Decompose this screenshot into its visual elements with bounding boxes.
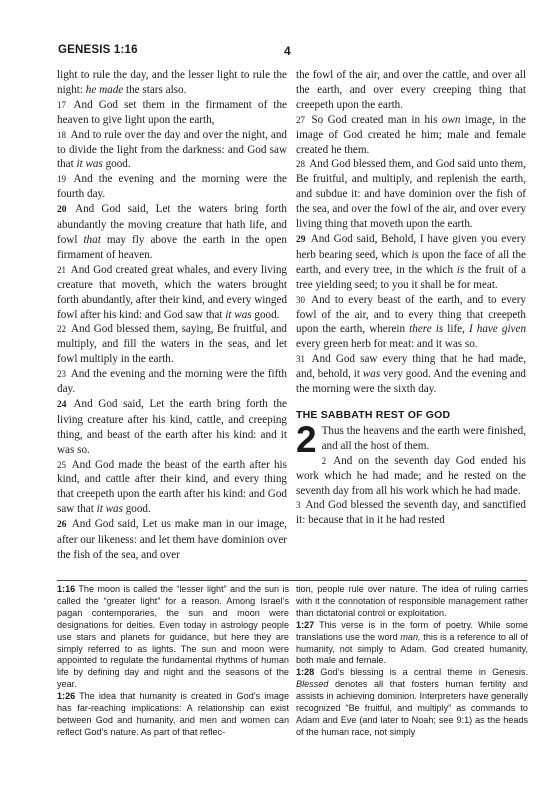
verse <box>57 397 287 458</box>
verse-number: 22 <box>57 324 66 335</box>
verse-text: And the evening and the morning were the fourth day. <box>57 173 288 201</box>
verse-number: 24 <box>57 399 67 410</box>
verse <box>296 113 526 158</box>
italic-supplied-word: is <box>411 248 419 261</box>
verse <box>57 202 287 263</box>
italic-supplied-word: was <box>362 368 381 381</box>
verse <box>57 128 287 173</box>
verse <box>57 172 287 202</box>
note-italic: man, <box>400 631 421 642</box>
verse-text: And God made the beast of the earth after his kind, and cattle after their kind, and every thing that creepeth upon the earth after his kind: and God saw that <box>57 458 287 516</box>
verse-text: every green herb for meat: and it was so. <box>296 338 478 351</box>
verse <box>57 367 287 397</box>
verse-number: 18 <box>57 129 66 140</box>
verse <box>57 68 287 98</box>
verse-number: 25 <box>57 459 66 470</box>
scripture-column-left <box>57 68 287 563</box>
verse-group <box>296 68 526 397</box>
study-note <box>57 584 289 691</box>
verse-text: good. <box>251 308 280 321</box>
verse-number: 31 <box>296 354 305 365</box>
note-text: this is a reference to all of humanity, not simply to Adam. God created humanity, both male and female. <box>296 631 528 666</box>
chapter-opening <box>296 418 526 460</box>
verse-text: light to rule the day, and the lesser light to rule the night: <box>57 69 287 96</box>
verse-number: 30 <box>296 294 305 305</box>
page-number: 4 <box>284 44 291 58</box>
verse-text: And God said, Let the waters bring forth abundantly the moving creature that hath life, and fowl <box>57 203 288 246</box>
verse-text: And God saw every thing that he had made, and, behold, it <box>296 353 527 381</box>
study-notes-left <box>57 584 289 739</box>
verse-text: And the evening and the morning were the fifth day. <box>57 368 287 396</box>
verse-text: And God created great whales, and every living creature that moveth, which the waters brought forth abundantly, after their kind, and every winged fowl after his kind: and God saw that <box>57 263 287 321</box>
study-note <box>296 620 528 668</box>
verse-text: And to rule over the day and over the night, and to divide the light from the darkness: and God saw that <box>57 128 288 171</box>
verse <box>296 157 526 232</box>
note-text: The moon is called the “lesser light” and the sun is called the “greater light” for a reason. Among Israel’s pagan contemporaries, the sun and moon were designations for deities. Even today in astrology people use stars and planets for guidance, but here they are simply referred to as lights. The sun and moon were appointed to regulate the fundamental rhythms of human life by defining day and night and the seasons of the year. <box>57 584 289 690</box>
verse-number: 27 <box>296 114 305 125</box>
verse-number: 20 <box>57 205 67 216</box>
verse-text: the stars also. <box>123 83 187 96</box>
study-notes-right <box>296 584 528 739</box>
verse-text: So God created man in his <box>311 113 442 126</box>
verse-text: And God said, Let the earth bring forth the living creature after his kind, cattle, and creeping thing, and beast of the earth after his kind: and it was so. <box>57 397 287 456</box>
verse <box>57 517 287 563</box>
verse-text: And to every beast of the earth, and to every fowl of the air, and to every thing that creepeth upon the earth, wherein <box>296 293 527 336</box>
italic-supplied-word: it was <box>76 158 103 171</box>
note-reference: 1:27 <box>296 619 315 630</box>
verse-number: 2 <box>321 455 327 466</box>
verse-text: good. <box>102 158 131 171</box>
verse-number: 26 <box>57 520 67 531</box>
italic-supplied-word: own <box>441 113 461 126</box>
verse-group <box>296 454 526 529</box>
verse <box>296 68 526 113</box>
verse <box>296 498 526 528</box>
verse-text: And God blessed them, and God said unto them, Be fruitful, and multiply, and replenish the earth, and subdue it: and have dominion over the fish of the sea, and over the fowl of the air, and over every living thing that moveth upon the earth. <box>296 158 526 231</box>
verse <box>296 352 526 397</box>
verse-text: And God said, Behold, I have given you every herb bearing seed, which <box>296 232 527 261</box>
verse-number: 21 <box>57 264 66 275</box>
verse-text: And God set them in the firmament of the heaven to give light upon the earth, <box>57 98 287 126</box>
chapter-number: 2 <box>296 418 317 460</box>
study-note <box>296 584 528 620</box>
italic-supplied-word: is <box>456 263 465 276</box>
study-note <box>296 667 528 738</box>
note-text: God’s blessing is a central theme in Genesis. <box>314 667 528 678</box>
verse-text: life, <box>443 323 469 336</box>
verse-text: And God blessed the seventh day, and sanctified it: because that in it he had rested <box>296 499 527 527</box>
verse <box>296 454 526 499</box>
verse-number: 19 <box>57 174 66 185</box>
running-head-reference: GENESIS 1:16 <box>58 44 138 56</box>
verse-text: the fowl of the air, and over the cattle, and over all the earth, and over every creeping thing that creepeth upon the earth. <box>296 69 526 111</box>
note-reference: 1:16 <box>57 584 76 594</box>
note-reference: 1:26 <box>57 691 76 702</box>
verse <box>57 458 287 518</box>
verse-text: And God blessed them, saying, Be fruitful, and multiply, and fill the waters in the seas, and let fowl multiply in the earth. <box>57 323 288 366</box>
verse-text: upon the face of all the earth, and every tree, in the which <box>296 248 526 276</box>
footnote-divider <box>57 580 527 581</box>
verse-text: image, in the image of God created he him; male and female created he them. <box>296 113 526 156</box>
verse <box>296 293 526 353</box>
verse-text: the fruit of a tree yielding seed; to you it shall be for meat. <box>296 263 526 291</box>
note-text: The idea that humanity is created in God’s image has far-reaching implications: A relationship can exist between God and humanity, and men and women can reflect God’s nature. As part of that reflec- <box>57 691 289 737</box>
note-italic: Blessed <box>296 679 329 690</box>
verse <box>57 263 287 323</box>
verse-text: And on the seventh day God ended his work which he had made; and he rested on the seventh day from all his work which he had made. <box>296 454 527 497</box>
italic-supplied-word: I have given <box>468 323 527 336</box>
verse-number: 28 <box>296 159 305 170</box>
section-heading: THE SABBATH REST OF GOD <box>296 408 451 421</box>
verse <box>296 232 526 293</box>
italic-supplied-word: there is <box>409 323 444 336</box>
italic-supplied-word: that <box>83 233 101 246</box>
running-head <box>58 44 528 62</box>
verse-text: Thus the heavens and the earth were finished, and all the host of them. <box>321 424 526 452</box>
note-text: tion, people rule over nature. The idea of ruling carries with it the connotation of responsible management rather than dictatorial control or exploitation. <box>296 584 528 618</box>
scripture-column-right <box>296 68 526 528</box>
verse-number: 23 <box>57 369 66 380</box>
italic-supplied-word: it was <box>96 503 123 516</box>
verse <box>57 322 287 367</box>
note-text: denotes all that fosters human fertility and assists in achieving dominion. Interpreters have generally recognized “Be fruitful, and multiply” as commands to Adam and Eve (and later to Noah; see 9:1) as the heads of the human race, not simply <box>296 679 528 737</box>
verse-text: good. <box>122 503 151 516</box>
verse-text: may fly above the earth in the open firmament of heaven. <box>57 233 287 261</box>
verse-number: 3 <box>296 500 301 511</box>
verse-number: 29 <box>296 234 306 245</box>
verse-text: And God said, Let us make man in our image, after our likeness: and let them have dominion over the fish of the sea, and over <box>57 518 288 561</box>
verse-number: 17 <box>57 99 66 110</box>
note-reference: 1:28 <box>296 667 315 678</box>
italic-supplied-word: it was <box>225 308 252 321</box>
study-note <box>57 691 289 739</box>
verse <box>57 98 287 128</box>
note-text: This verse is in the form of poetry. While some translations use the word <box>296 619 528 642</box>
verse-text: very good. And the evening and the morning were the sixth day. <box>296 368 527 396</box>
italic-supplied-word: he made <box>85 83 124 96</box>
